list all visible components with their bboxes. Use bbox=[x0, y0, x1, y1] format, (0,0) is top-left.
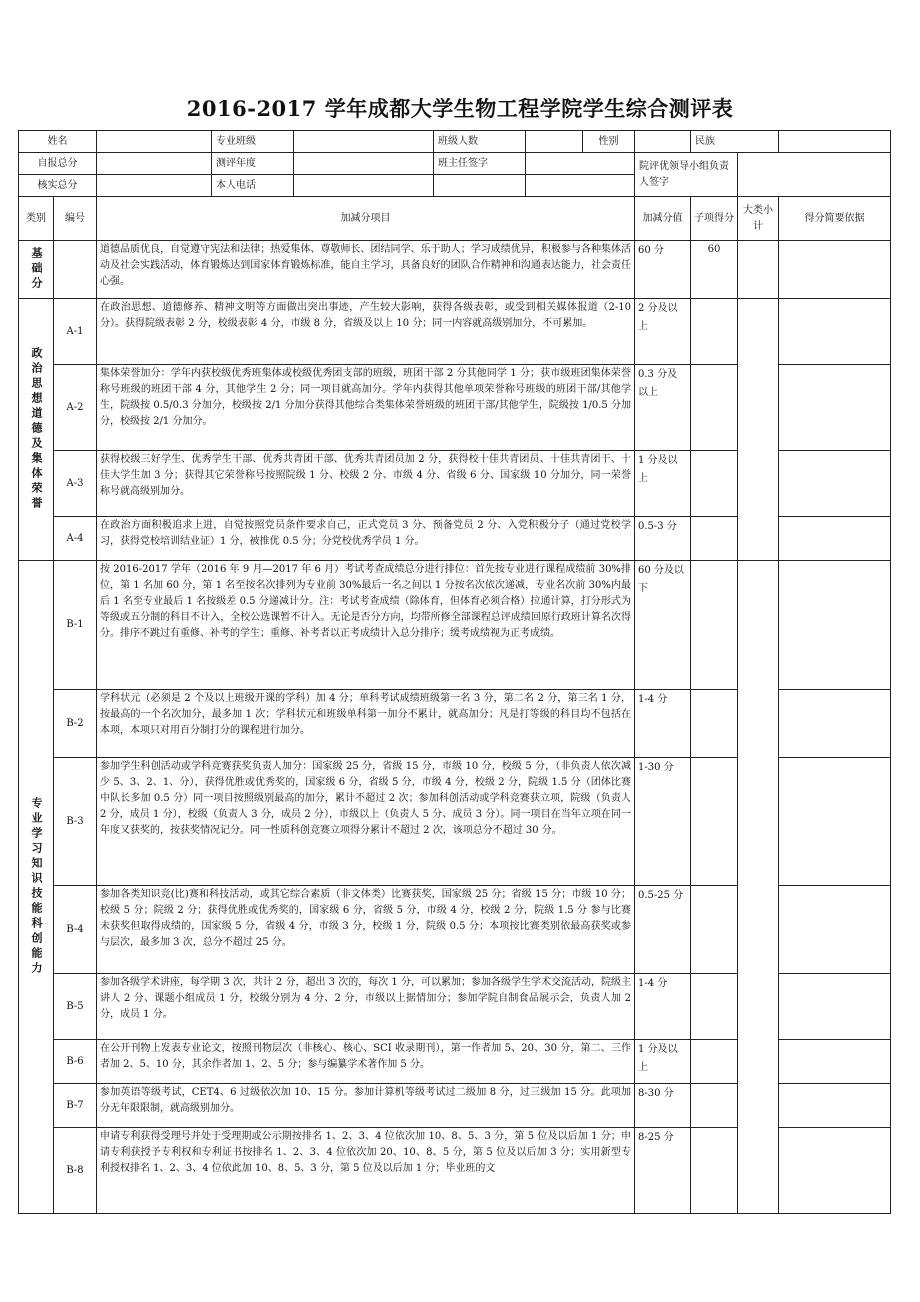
code-header: 编号 bbox=[54, 197, 97, 241]
category-header: 类别 bbox=[19, 197, 54, 241]
year-field[interactable] bbox=[294, 153, 434, 175]
class-field[interactable] bbox=[294, 131, 434, 153]
item-value: 0.3 分及以上 bbox=[635, 365, 691, 451]
basis-cell[interactable] bbox=[779, 365, 891, 451]
basis-cell[interactable] bbox=[779, 758, 891, 886]
info-row-1 bbox=[19, 131, 891, 153]
sub-score-cell[interactable] bbox=[691, 517, 738, 561]
item-value: 8-25 分 bbox=[635, 1128, 691, 1214]
class-count-label: 班级人数 bbox=[434, 131, 526, 153]
item-desc: 在政治思想、道德修养、精神文明等方面做出突出事迹，产生较大影响，获得各级表彰，或受到相关媒体报道（2-10 分）。获得院级表彰 2 分，校级表彰 4 分，市级 8 分，省级及以上 10 分；同一内容就高级别加分，不可累加。 bbox=[97, 299, 635, 365]
phone-field[interactable] bbox=[294, 175, 434, 197]
basis-cell[interactable] bbox=[779, 690, 891, 758]
item-value: 0.5-25 分 bbox=[635, 886, 691, 974]
item-desc: 申请专利获得受理号并处于受理期或公示期按排名 1、2、3、4 位依次加 10、8、5、3 分，第 5 位及以后加 1 分；申请专利获授予专利权和专利证书按排名 1、2、3、4 位依次加 20、10、8、5 分，第 5 位及以后加 3 分；实用新型专利授权排名 1、2、3、4 位依此加 10、8、5、3 分，第 5 位及以后加 1 分；毕业班的文 bbox=[97, 1128, 635, 1214]
evaluation-table bbox=[18, 130, 891, 1214]
table-row bbox=[19, 561, 891, 690]
item-desc: 集体荣誉加分：学年内获校级优秀班集体或校级优秀团支部的班级，班团干部 2 分其他同学 1 分；获市级班团集体荣誉称号班级的班团干部 4 分，其他学生 2 分；同一项目就高加分。学年内获得其他单项荣誉称号班级的班团干部/其他学生，院级按 0.5/0.3 分加分，校级按 2/1 分加分获得其他综合类集体荣誉班级的班团干部/其他学生，院级按 1/0.5 分加分，校级按 2/1 分加分。 bbox=[97, 365, 635, 451]
item-value: 1 分及以上 bbox=[635, 451, 691, 517]
item-desc: 参加英语等级考试，CET4、6 过级依次加 10、15 分。参加计算机等级考试过二级加 8 分，过三级加 15 分。此项加分无年限限制，就高级别加分。 bbox=[97, 1084, 635, 1128]
phone-label: 本人电话 bbox=[212, 175, 294, 197]
sub-score-cell[interactable] bbox=[691, 1084, 738, 1128]
sub-score-cell[interactable] bbox=[691, 974, 738, 1040]
item-code: B-2 bbox=[54, 690, 97, 758]
committee-sign-field[interactable] bbox=[738, 153, 891, 197]
basic-cat-subtotal[interactable] bbox=[738, 241, 779, 299]
verify-score-field[interactable] bbox=[97, 175, 212, 197]
committee-sign-label: 院评优领导小组负责人签字 bbox=[635, 153, 738, 197]
ethnic-field[interactable] bbox=[779, 131, 891, 153]
political-cat-subtotal[interactable] bbox=[738, 299, 779, 561]
sub-score-cell[interactable] bbox=[691, 451, 738, 517]
item-value: 2 分及以上 bbox=[635, 299, 691, 365]
table-cell bbox=[54, 241, 97, 299]
verify-score-label: 核实总分 bbox=[19, 175, 97, 197]
basic-basis[interactable] bbox=[779, 241, 891, 299]
basic-desc: 道德品质优良，自觉遵守宪法和法律；热爱集体、尊敬师长、团结同学、乐于助人；学习成绩优异，积极参与各种集体活动及社会实践活动，体育锻炼达到国家体育锻炼标准，能自主学习，具备良好的团队合作精神和沟通表达能力，社会责任心强。 bbox=[97, 241, 635, 299]
item-code: B-1 bbox=[54, 561, 97, 690]
item-code: A-2 bbox=[54, 365, 97, 451]
item-desc: 参加学生科创活动或学科竞赛获奖负责人加分：国家级 25 分，省级 15 分，市级 10 分，校级 5 分，（非负责人依次减少 5、3、2、1、分），获得优胜或优秀奖的，国家级 6 分，省级 5 分，市级 4 分，校级 2 分，院级 1.5 分（团体比赛中队长多加 0.5 分）同一项目按照级别最高的加分，累计不超过 2 次；参加科创活动或学科竞赛获立项，院级（负责人 2 分，成员 1 分），校级（负责人 3 分，成员 2 分），市级以上（负责人 5 分、成员 3 分）。同一项目在当年立项在同一年度又获奖的，按获奖情况记分。同一性质科创竞赛立项得分累计不超过 2 次，该项总分不超过 30 分。 bbox=[97, 758, 635, 886]
basic-row bbox=[19, 241, 891, 299]
item-code: B-5 bbox=[54, 974, 97, 1040]
basis-cell[interactable] bbox=[779, 1040, 891, 1084]
basis-cell[interactable] bbox=[779, 299, 891, 365]
item-value: 1-4 分 bbox=[635, 690, 691, 758]
item-desc: 学科状元（必须是 2 个及以上班级开课的学科）加 4 分；单科考试成绩班级第一名 3 分，第二名 2 分，第三名 1 分，按最高的一个名次加分，最多加 1 次；学科状元和班级单科第一加分不累计，就高加分；凡是打等级的科目均不包括在本项，本项只对用百分制打分的课程进行加分。 bbox=[97, 690, 635, 758]
item-code: B-7 bbox=[54, 1084, 97, 1128]
sub-score-header: 子项得分 bbox=[691, 197, 738, 241]
basis-header: 得分简要依据 bbox=[779, 197, 891, 241]
basis-cell[interactable] bbox=[779, 561, 891, 690]
item-desc: 获得校级三好学生、优秀学生干部、优秀共青团干部、优秀共青团员加 2 分，获得校十佳共青团员、十佳共青团干、十佳大学生加 3 分；获得其它荣誉称号按照院级 1 分、校级 2 分、市级 4 分、省级 6 分、国家级 10 分加分，同一荣誉称号就高级别加分。 bbox=[97, 451, 635, 517]
basis-cell[interactable] bbox=[779, 1084, 891, 1128]
basic-value: 60 分 bbox=[635, 241, 691, 299]
item-value: 0.5-3 分 bbox=[635, 517, 691, 561]
item-desc: 参加各级学术讲座，每学期 3 次，共计 2 分，超出 3 次的，每次 1 分，可以累加；参加各级学生学术交流活动，院级主讲人 2 分、课题小组成员 1 分，校级分别为 4 分、2 分，市级以上据情加分；参加学院自制食品展示会，负责人加 2 分，成员 1 分。 bbox=[97, 974, 635, 1040]
items-header: 加减分项目 bbox=[97, 197, 635, 241]
blank-cell bbox=[434, 175, 526, 197]
gender-label: 性别 bbox=[583, 131, 635, 153]
info-row-2 bbox=[19, 153, 891, 175]
item-desc: 参加各类知识竞(比)赛和科技活动，或其它综合素质（非文体类）比赛获奖，国家级 25 分；省级 15 分；市级 10 分；校级 5 分；院级 2 分；获得优胜或优秀奖的，国家级 6 分，省级 5 分，市级 4 分，校级 2 分，院级 1.5 分 参与比赛未获奖但取得成绩的，国家级 5 分，省级 4 分，市级 3 分，校级 1 分，院级 0.5 分；本项按比赛类别依最高获奖或参与层次，最多加 3 次，总分不超过 25 分。 bbox=[97, 886, 635, 974]
item-value: 1 分及以上 bbox=[635, 1040, 691, 1084]
blank-cell bbox=[526, 175, 635, 197]
item-desc: 在政治方面积极追求上进，自觉按照党员条件要求自己，正式党员 3 分、预备党员 2 分、入党积极分子（通过党校学习，获得党校培训结业证）1 分，被推优 0.5 分；分党校优秀学员 1 分。 bbox=[97, 517, 635, 561]
sub-score-cell[interactable] bbox=[691, 1128, 738, 1214]
ethnic-label: 民族 bbox=[691, 131, 779, 153]
category-basic: 基础分 bbox=[19, 241, 54, 299]
item-code: B-8 bbox=[54, 1128, 97, 1214]
self-score-label: 自报总分 bbox=[19, 153, 97, 175]
item-desc: 按 2016-2017 学年（2016 年 9 月—2017 年 6 月）考试考查成绩总分进行排位：首先按专业进行课程成绩前 30%排位，第 1 名加 60 分，第 1 名至按名次排列为专业前 30%最后一名之间以 1 分按名次依次递减，专业名次前 30%内最后 1 名至专业最后 1 名按级差 0.5 分递减计分。注：考试考查成绩（除体育，但体育必须合格）拉通计算，打分形式为等级或五分制的科目不计入，全校公选课暂不计入。无论是否分方向，均带所修全部课程总评成绩回原行政班计算名次得分。排序不跳过有重修、补考的学生；重修、补考者以正考成绩计入总分排序；缓考成绩视为正考成绩。 bbox=[97, 561, 635, 690]
academic-cat-subtotal[interactable] bbox=[738, 561, 779, 1214]
item-code: A-4 bbox=[54, 517, 97, 561]
teacher-sign-field[interactable] bbox=[526, 153, 635, 175]
gender-field[interactable] bbox=[635, 131, 691, 153]
cat-subtotal-header: 大类小计 bbox=[738, 197, 779, 241]
value-header: 加减分值 bbox=[635, 197, 691, 241]
sub-score-cell[interactable] bbox=[691, 1040, 738, 1084]
item-code: A-1 bbox=[54, 299, 97, 365]
item-code: B-3 bbox=[54, 758, 97, 886]
sub-score-cell[interactable] bbox=[691, 299, 738, 365]
item-code: B-6 bbox=[54, 1040, 97, 1084]
item-value: 1-4 分 bbox=[635, 974, 691, 1040]
basis-cell[interactable] bbox=[779, 974, 891, 1040]
self-score-field[interactable] bbox=[97, 153, 212, 175]
year-label: 测评年度 bbox=[212, 153, 294, 175]
class-label: 专业班级 bbox=[212, 131, 294, 153]
class-count-field[interactable] bbox=[526, 131, 583, 153]
column-header-row bbox=[19, 197, 891, 241]
sub-score-cell[interactable] bbox=[691, 690, 738, 758]
basis-cell[interactable] bbox=[779, 886, 891, 974]
basis-cell[interactable] bbox=[779, 517, 891, 561]
item-code: B-4 bbox=[54, 886, 97, 974]
sub-score-cell[interactable] bbox=[691, 886, 738, 974]
sub-score-cell[interactable] bbox=[691, 365, 738, 451]
table-row bbox=[19, 299, 891, 365]
item-value: 8-30 分 bbox=[635, 1084, 691, 1128]
sub-score-cell[interactable] bbox=[691, 758, 738, 886]
item-code: A-3 bbox=[54, 451, 97, 517]
teacher-sign-label: 班主任签字 bbox=[434, 153, 526, 175]
category-academic: 专业学习知识技能科创能力 bbox=[19, 561, 54, 1214]
name-field[interactable] bbox=[97, 131, 212, 153]
item-value: 1-30 分 bbox=[635, 758, 691, 886]
item-desc: 在公开刊物上发表专业论文，按照刊物层次（非核心、核心、SCI 收录期刊），第一作者加 5、20、30 分，第二、三作者加 2、5、10 分，其余作者加 1、2、5 分；参与编纂学术著作加 5 分。 bbox=[97, 1040, 635, 1084]
item-value: 60 分及以下 bbox=[635, 561, 691, 690]
sub-score-cell[interactable] bbox=[691, 561, 738, 690]
page-title: 2016-2017 学年成都大学生物工程学院学生综合测评表 bbox=[186, 96, 734, 121]
category-political: 政治思想道德及集体荣誉 bbox=[19, 299, 54, 561]
basic-sub-score[interactable]: 60 bbox=[691, 241, 738, 299]
name-label: 姓名 bbox=[19, 131, 97, 153]
basis-cell[interactable] bbox=[779, 1128, 891, 1214]
basis-cell[interactable] bbox=[779, 451, 891, 517]
